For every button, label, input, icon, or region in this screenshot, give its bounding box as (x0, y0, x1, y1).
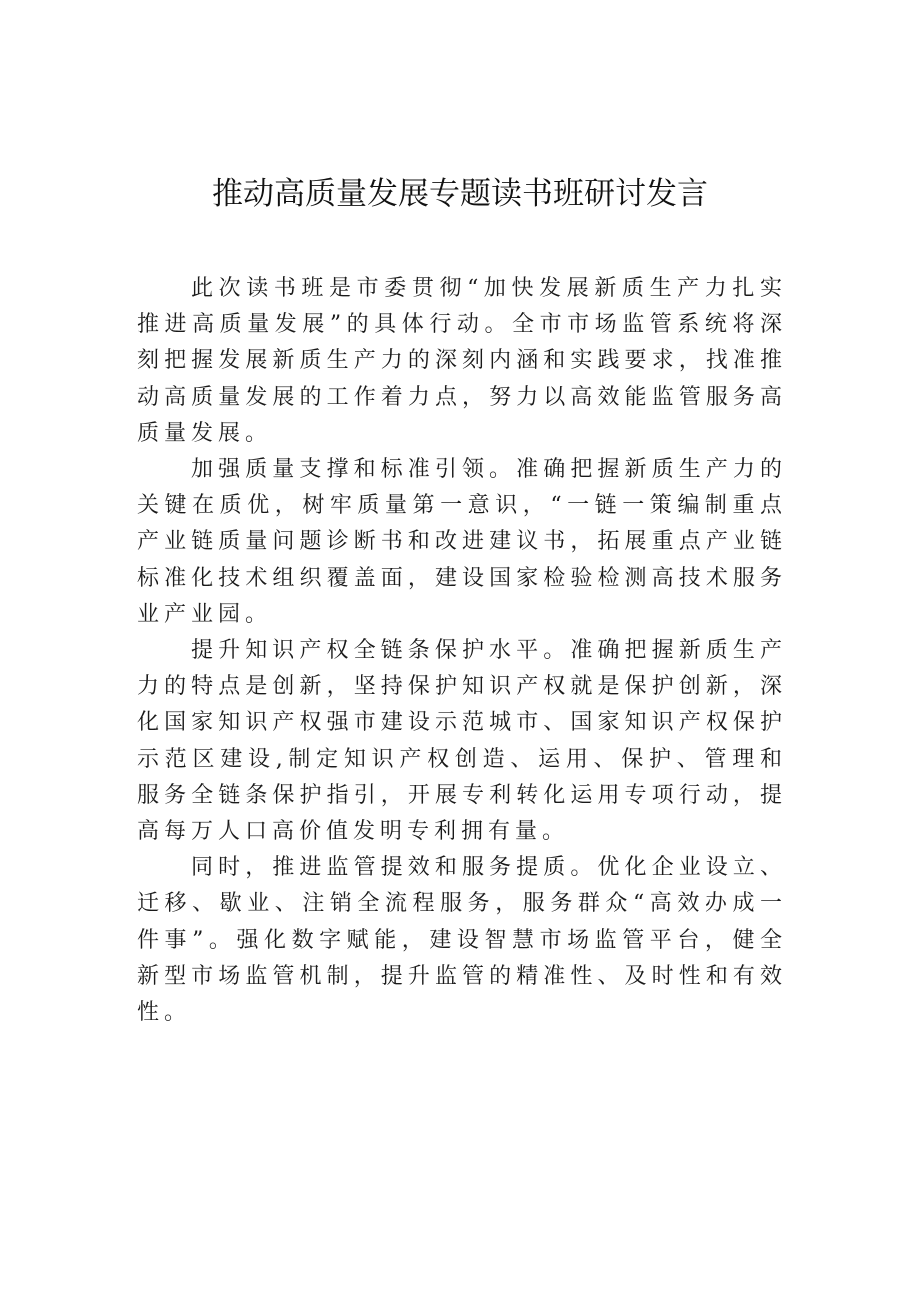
document-body (137, 271, 787, 1031)
paragraph: 加强质量支撑和标准引领。准确把握新质生产力的关键在质优，树牢质量第一意识，“一链一策编制重点产业链质量问题诊断书和改进建议书，拓展重点产业链标准化技术组织覆盖面，建设国家检验检测高技术服务业产业园。 (137, 457, 787, 627)
paragraph: 提升知识产权全链条保护水平。准确把握新质生产力的特点是创新，坚持保护知识产权就是保护创新，深化国家知识产权强市建设示范城市、国家知识产权保护示范区建设,制定知识产权创造、运用、保护、管理和服务全链条保护指引，开展专利转化运用专项行动，提高每万人口高价值发明专利拥有量。 (137, 638, 787, 845)
paragraph: 此次读书班是市委贯彻“加快发展新质生产力扎实推进高质量发展”的具体行动。全市市场监管系统将深刻把握发展新质生产力的深刻内涵和实践要求，找准推动高质量发展的工作着力点，努力以高效能监管服务高质量发展。 (137, 276, 787, 446)
paragraph: 同时，推进监管提效和服务提质。优化企业设立、迁移、歇业、注销全流程服务，服务群众“高效办成一件事”。强化数字赋能，建设智慧市场监管平台，健全新型市场监管机制，提升监管的精准性、及时性和有效性。 (137, 855, 787, 1026)
document-title: 推动高质量发展专题读书班研讨发言 (212, 176, 708, 212)
